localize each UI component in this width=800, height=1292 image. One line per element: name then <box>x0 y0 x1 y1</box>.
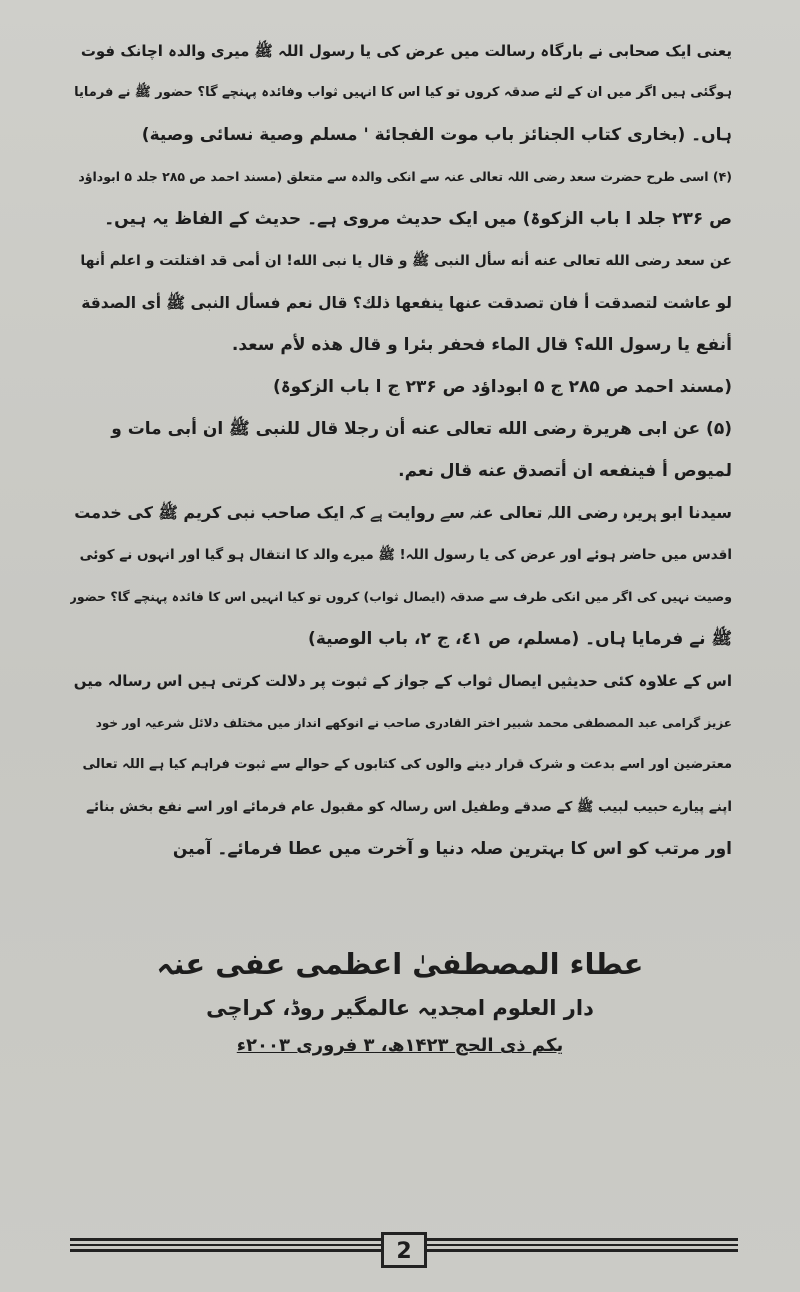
body-text <box>70 30 732 870</box>
text-line: ہاں۔ (بخاری كتاب الجنائز باب موت الفجائة ' مسلم وصية نسائی وصية) <box>141 125 732 145</box>
page-footer <box>70 1228 738 1268</box>
text-line: وصیت نہیں کی اگر میں انکی طرف سے صدقہ (ایصال ثواب) کروں تو کیا انہیں اس کا فائدہ پہنچے گا؟ حضور <box>70 589 732 604</box>
arabic-hadith-line: (۵) عن ابى هريرة رضى الله تعالى عنه أن رجلا قال للنبى ﷺ ان أبى مات و <box>111 419 732 439</box>
reference-line: (مسند احمد ص ۲۸۵ ج ۵ ابوداؤد ص ۲۳۶ ج ا باب الزکوۃ) <box>272 377 732 397</box>
text-line: اپنے پیارے حبیب لبیب ﷺ کے صدقے وطفیل اس رسالہ کو مقبول عام فرمائے اور اسے نفع بخش بنائے <box>86 799 732 815</box>
text-line: اس کے علاوہ کئی حدیثیں ایصال ثواب کے جواز کے ثبوت پر دلالت کرتی ہیں اس رسالہ میں <box>73 672 732 690</box>
text-line: یعنی ایک صحابی نے بارگاہ رسالت میں عرض کی یا رسول اللہ ﷺ میری والدہ اچانک فوت <box>80 42 732 60</box>
text-line: معترضین اور اسے بدعت و شرک قرار دینے والوں کی کتابوں کے حوالے سے ثبوت فراہم کیا ہے اللہ تعالی <box>82 757 732 772</box>
arabic-hadith-line: عن سعد رضى الله تعالى عنه أنه سأل النبى ﷺ و قال يا نبى الله! ان أمى قد افتلتت و اعلم أنها <box>80 253 732 269</box>
text-line: اقدس میں حاضر ہوئے اور عرض کی یا رسول اللہ! ﷺ میرے والد کا انتقال ہو گیا اور انہوں نے کوئی <box>79 547 732 563</box>
arabic-hadith-line: لميوص أ فينفعه ان أتصدق عنه قال نعم. <box>398 461 732 481</box>
arabic-hadith-line: أنفع يا رسول الله؟ قال الماء فحفر بئرا و قال هذه لأم سعد. <box>231 335 732 355</box>
text-line: ہوگئی ہیں اگر میں ان کے لئے صدقہ کروں تو کیا اس کا انہیں ثواب وفائدہ پہنچے گا؟ حضور ﷺ نے فرمایا <box>74 85 732 100</box>
institution-name: دار العلوم امجدیہ عالمگیر روڈ، کراچی <box>206 996 594 1020</box>
text-line: (۴) اسی طرح حضرت سعد رضی اللہ تعالی عنہ سے انکی والدہ سے متعلق (مسند احمد ص ۲۸۵ جلد ۵ ابوداؤد <box>78 169 732 184</box>
text-line: عزیز گرامی عبد المصطفی محمد شبیر اختر القادری صاحب نے انوکھے انداز میں مختلف دلائل شرعیہ اور خود <box>95 716 732 730</box>
signature-date: یکم ذی الحج ۱۴۲۳ھ، ۳ فروری ۲۰۰۳ء <box>236 1035 564 1056</box>
text-line: ﷺ نے فرمایا ہاں۔ (مسلم، ص ٤١، ج ٢، باب الوصية) <box>308 629 732 649</box>
author-name: عطاء المصطفیٰ اعظمی عفی عنہ <box>156 947 644 981</box>
page-number: 2 <box>381 1232 427 1268</box>
signature-block <box>0 940 800 1064</box>
text-line: سیدنا ابو ہریرہ رضی اللہ تعالی عنہ سے روایت ہے کہ ایک صاحب نبی کریم ﷺ کی خدمت <box>74 503 732 522</box>
text-line: ص ۲۳۶ جلد ا باب الزکوۃ) میں ایک حدیث مروی ہے۔ حدیث کے الفاظ یہ ہیں۔ <box>104 209 732 229</box>
text-line: اور مرتب کو اس کا بہترین صلہ دنیا و آخرت میں عطا فرمائے۔ آمین <box>172 839 732 859</box>
arabic-hadith-line: لو عاشت لتصدقت أ فان تصدقت عنها ينفعها ذلك؟ قال نعم فسأل النبى ﷺ أى الصدقة <box>81 294 732 312</box>
